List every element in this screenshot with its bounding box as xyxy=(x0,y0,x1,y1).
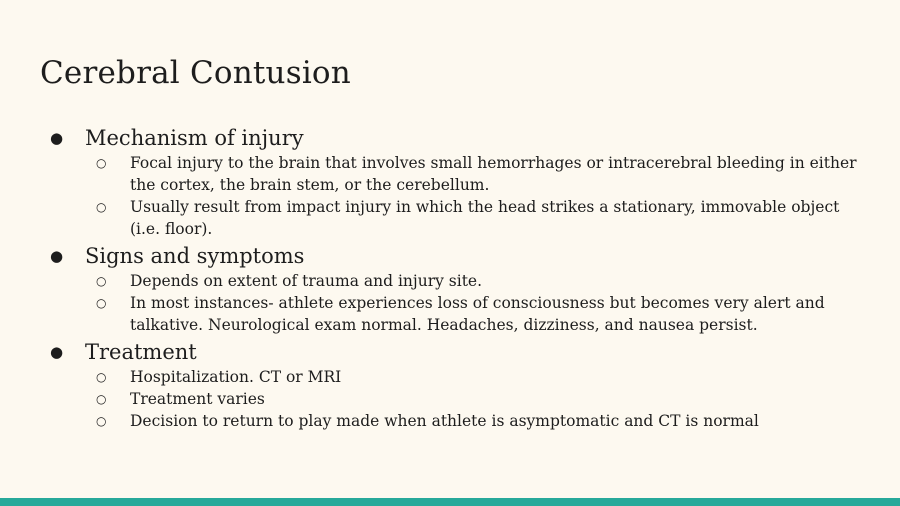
bullet-item xyxy=(0,124,900,152)
sub-bullet-item xyxy=(0,366,900,388)
sub-bullet-text: Treatment varies xyxy=(130,390,265,408)
hollow-bullet-icon: ○ xyxy=(96,274,107,288)
sub-bullet-item xyxy=(0,270,900,292)
sub-bullet-text: In most instances- athlete experiences loss of consciousness but becomes very alert and talkative. Neurological exam normal. Headaches, dizziness, and nausea persist. xyxy=(130,294,825,334)
filled-bullet-icon: ● xyxy=(50,129,64,147)
slide-title: Cerebral Contusion xyxy=(40,55,351,91)
hollow-bullet-icon: ○ xyxy=(96,414,107,428)
filled-bullet-icon: ● xyxy=(50,247,64,265)
sub-bullet-text: Focal injury to the brain that involves small hemorrhages or intracerebral bleeding in either the cortex, the brain stem, or the cerebellum. xyxy=(130,154,857,194)
sub-bullet-text: Decision to return to play made when athlete is asymptomatic and CT is normal xyxy=(130,412,759,430)
sub-bullet-text: Usually result from impact injury in which the head strikes a stationary, immovable object (i.e. floor). xyxy=(130,198,840,238)
hollow-bullet-icon: ○ xyxy=(96,296,107,310)
sub-bullet-item xyxy=(0,292,900,336)
bullet-heading: Signs and symptoms xyxy=(85,244,305,268)
bullet-heading: Mechanism of injury xyxy=(85,126,304,150)
footer-accent-bar xyxy=(0,498,900,506)
sub-bullet-item xyxy=(0,410,900,432)
hollow-bullet-icon: ○ xyxy=(96,200,107,214)
bullet-item xyxy=(0,338,900,366)
sub-bullet-text: Hospitalization. CT or MRI xyxy=(130,368,342,386)
hollow-bullet-icon: ○ xyxy=(96,156,107,170)
filled-bullet-icon: ● xyxy=(50,343,64,361)
bullet-item xyxy=(0,242,900,270)
sub-bullet-item xyxy=(0,196,900,240)
sub-bullet-item xyxy=(0,152,900,196)
sub-bullet-item xyxy=(0,388,900,410)
bullet-heading: Treatment xyxy=(85,340,197,364)
hollow-bullet-icon: ○ xyxy=(96,370,107,384)
sub-bullet-text: Depends on extent of trauma and injury site. xyxy=(130,272,483,290)
hollow-bullet-icon: ○ xyxy=(96,392,107,406)
slide-body xyxy=(0,124,900,432)
